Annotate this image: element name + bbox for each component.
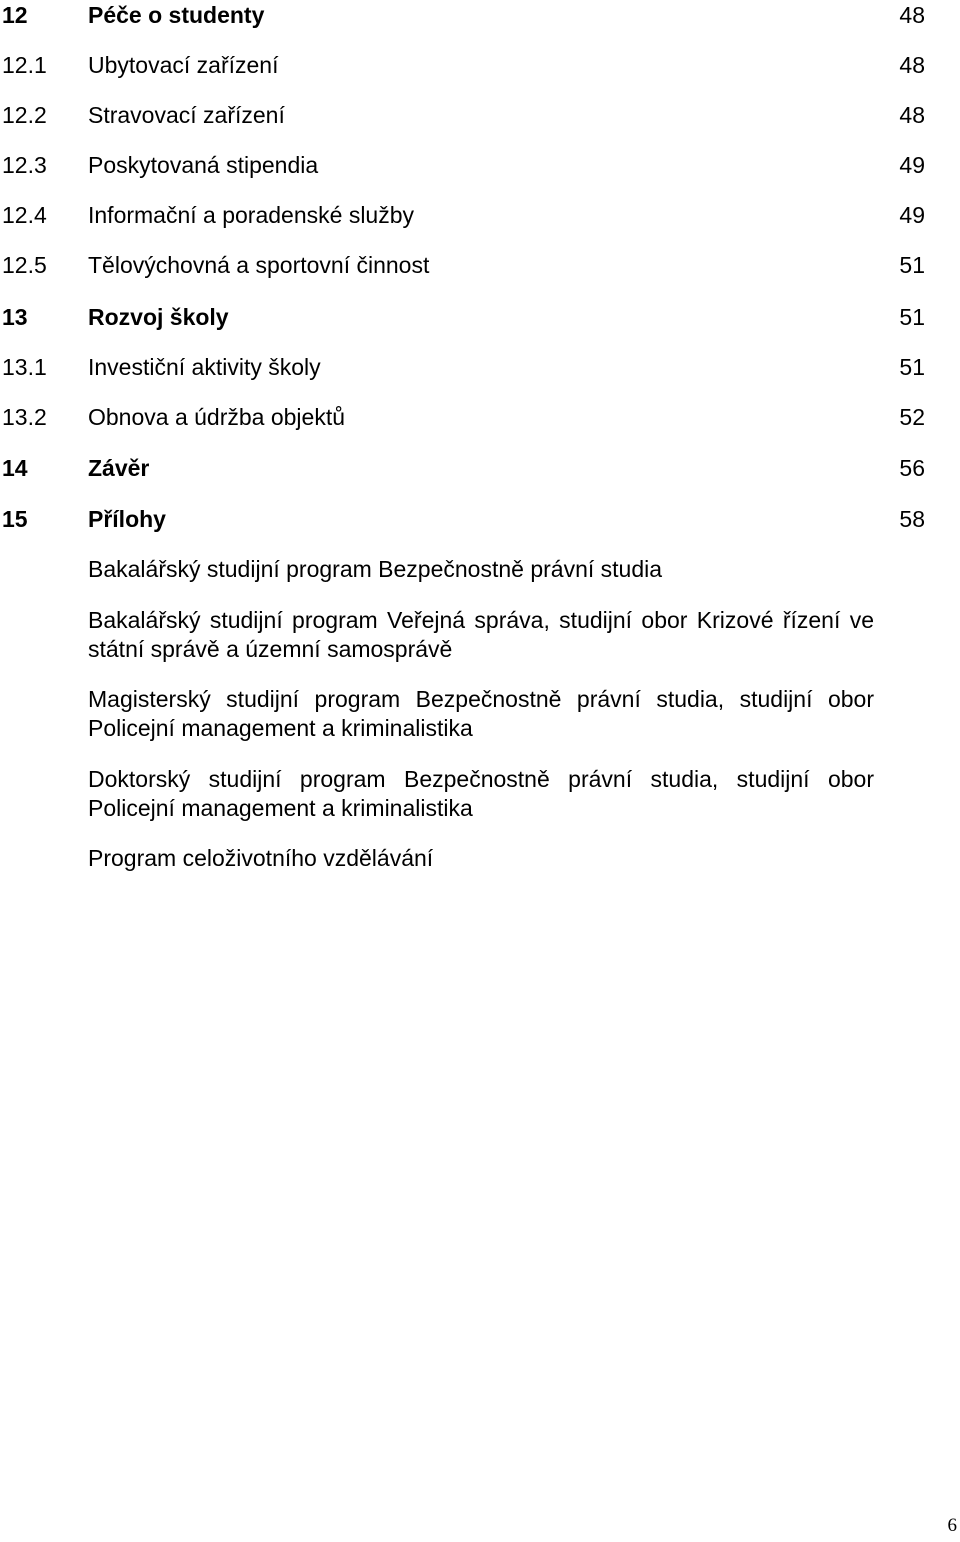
toc-entry-12-5[interactable] [0,250,960,280]
toc-entry-page: 51 [899,252,925,278]
toc-entry-title: Informační a poradenské služby [88,202,415,228]
toc-entry-page: 51 [899,354,925,380]
annex-item: Bakalářský studijní program Bezpečnostně právní studia [88,556,663,582]
toc-entry-number: 13.2 [2,404,47,430]
toc-entry-number: 12.3 [2,152,47,178]
toc-entry-title: Závěr [88,455,150,481]
toc-entry-title: Péče o studenty [88,2,265,28]
toc-entry-15[interactable] [0,504,960,534]
toc-entry-12-3[interactable] [0,150,960,180]
toc-entry-page: 52 [899,404,925,430]
toc-entry-13[interactable] [0,302,960,332]
toc-entry-page: 48 [899,102,925,128]
toc-entry-page: 49 [899,152,925,178]
toc-entry-number: 13 [2,304,28,330]
toc-entry-12-4[interactable] [0,200,960,230]
toc-entry-page: 58 [899,506,925,532]
annex-item: Doktorský studijní program Bezpečnostně právní studia, studijní obor Policejní management a kriminalistika [88,766,874,821]
toc-entry-title: Tělovýchovná a sportovní činnost [88,252,430,278]
toc-entry-title: Ubytovací zařízení [88,52,279,78]
toc-entry-13-2[interactable] [0,402,960,432]
toc-entry-number: 12.1 [2,52,47,78]
annex-item: Magisterský studijní program Bezpečnostně právní studia, studijní obor Policejní management a kriminalistika [88,686,874,741]
toc-entry-title: Stravovací zařízení [88,102,285,128]
toc-entry-page: 56 [899,455,925,481]
toc-entry-number: 12.5 [2,252,47,278]
annex-item: Bakalářský studijní program Veřejná správa, studijní obor Krizové řízení ve státní správě a územní samosprávě [88,607,874,662]
toc-entry-number: 12.2 [2,102,47,128]
toc-entry-title: Přílohy [88,506,166,532]
toc-entry-title: Poskytovaná stipendia [88,152,319,178]
toc-entry-13-1[interactable] [0,352,960,382]
toc-entry-page: 51 [899,304,925,330]
toc-entry-12-1[interactable] [0,50,960,80]
toc-entry-title: Obnova a údržba objektů [88,404,346,430]
toc-entry-number: 13.1 [2,354,47,380]
annex-item: Program celoživotního vzdělávání [88,845,434,871]
toc-entry-number: 15 [2,506,28,532]
toc-entry-page: 49 [899,202,925,228]
toc-entry-12-2[interactable] [0,100,960,130]
toc-entry-page: 48 [899,2,925,28]
page-number: 6 [947,1515,957,1536]
toc-entry-number: 14 [2,455,28,481]
toc-entry-number: 12 [2,2,28,28]
toc-entry-14[interactable] [0,453,960,483]
toc-entry-12[interactable] [0,0,960,30]
toc-entry-title: Investiční aktivity školy [88,354,321,380]
toc-entry-number: 12.4 [2,202,47,228]
toc-entry-title: Rozvoj školy [88,304,229,330]
toc-entry-page: 48 [899,52,925,78]
